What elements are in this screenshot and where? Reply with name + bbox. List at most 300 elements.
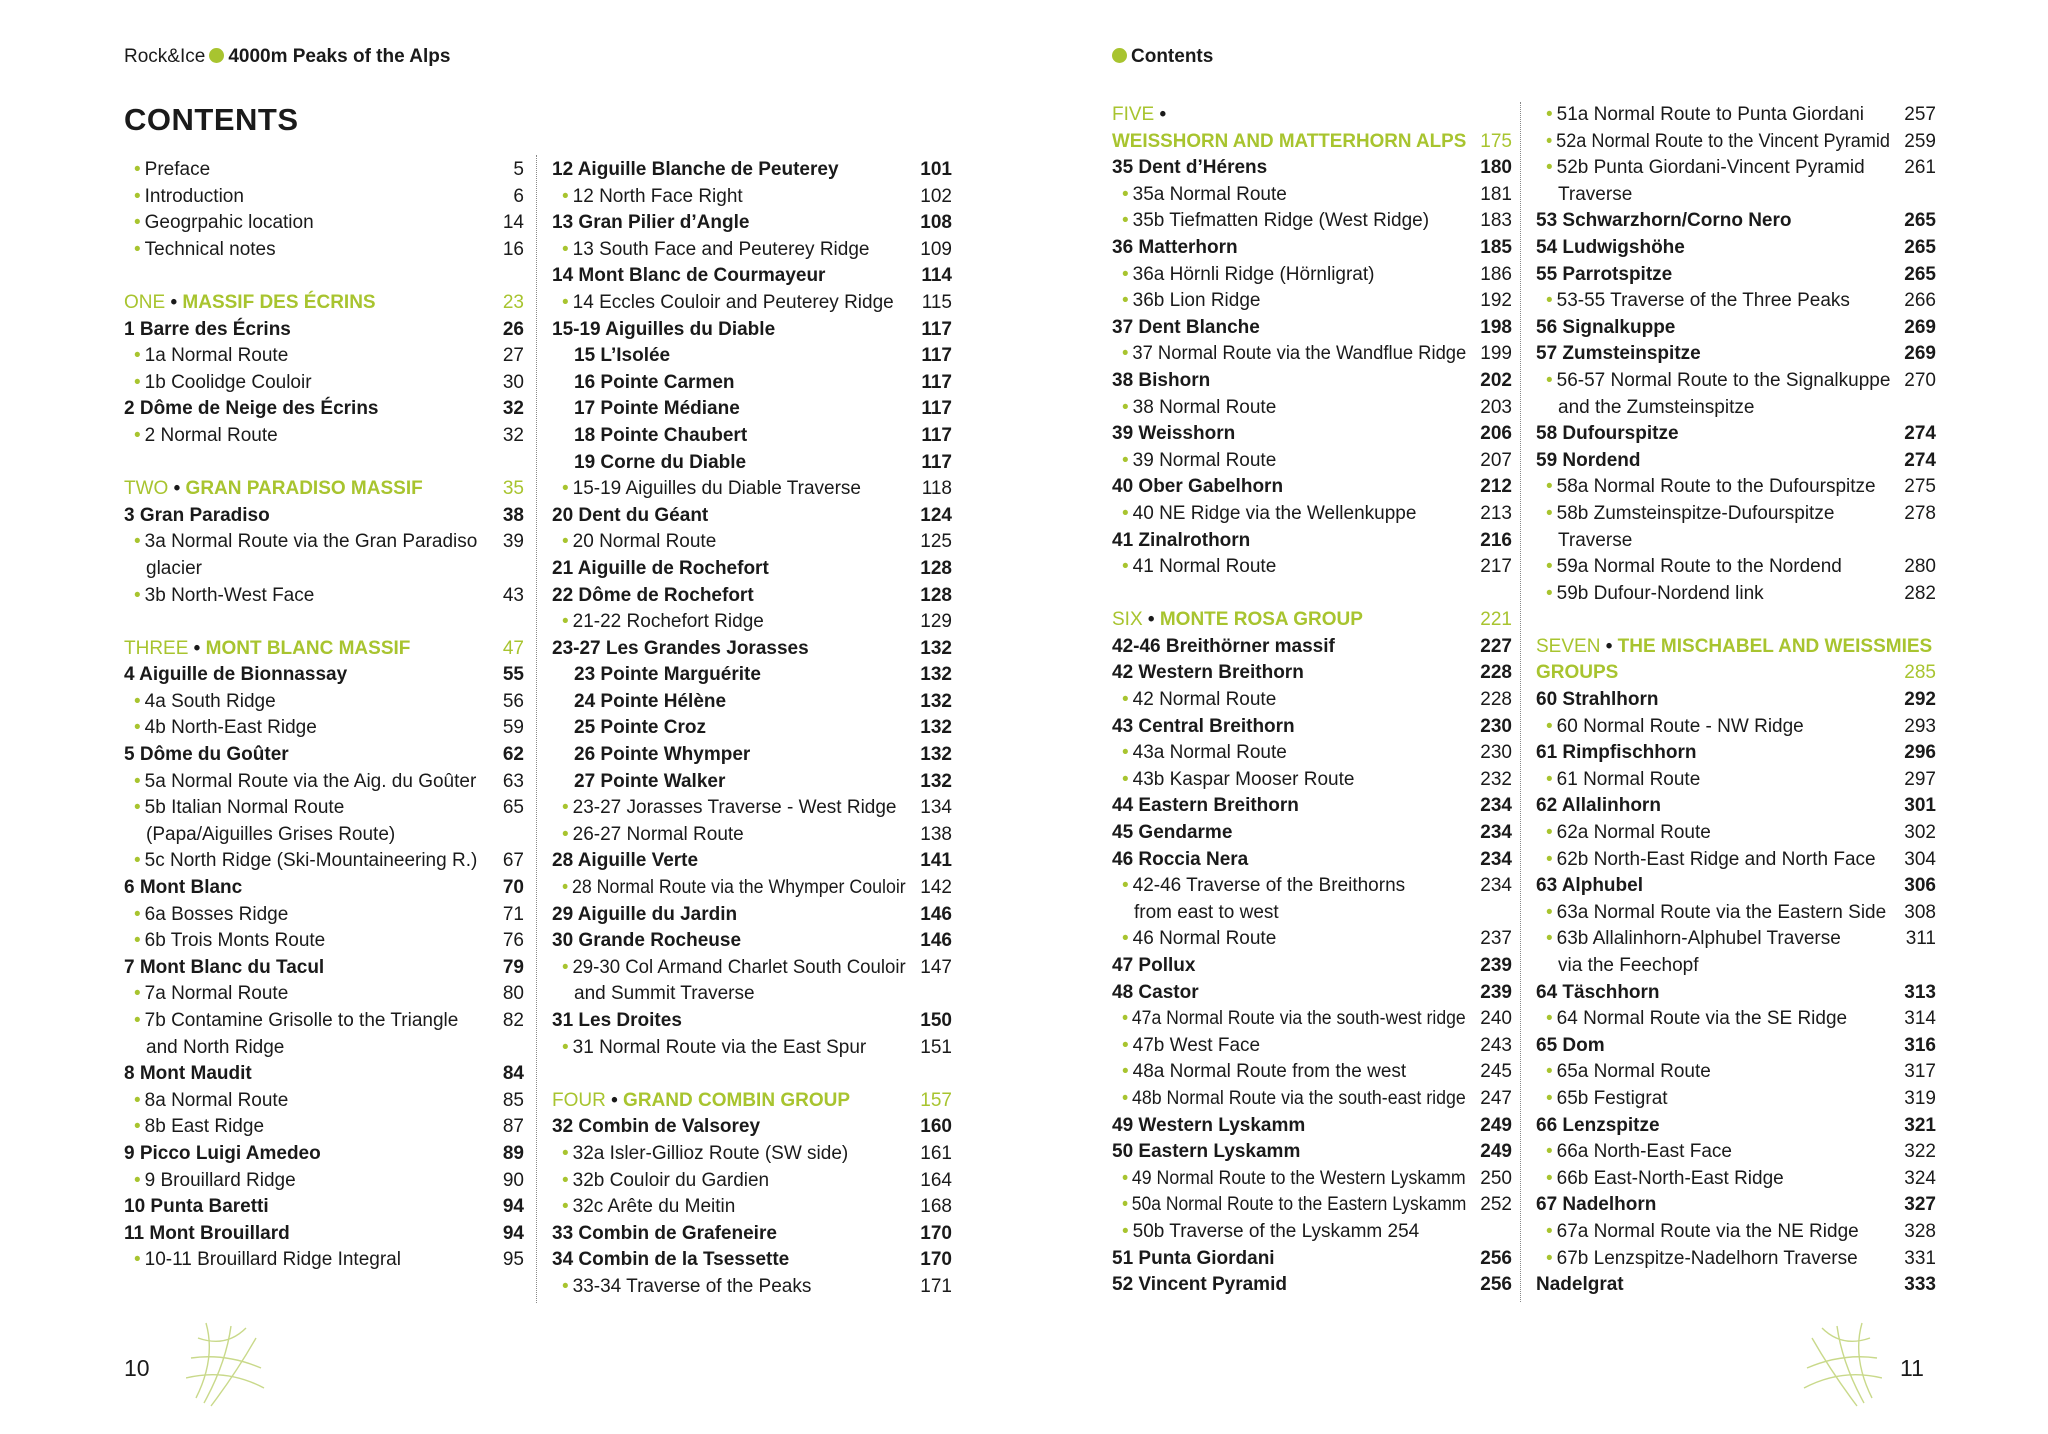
toc-peak-entry xyxy=(552,556,952,583)
toc-entry-title: • 28 Normal Route via the Whymper Couloir xyxy=(562,875,906,902)
toc-section-heading xyxy=(124,290,524,317)
toc-page-number: 70 xyxy=(502,877,524,899)
toc-page-number: 180 xyxy=(1480,157,1512,179)
toc-entry-title: 19 Corne du Diable xyxy=(574,451,747,473)
toc-entry-title xyxy=(124,636,410,663)
toc-peak-entry xyxy=(1112,1113,1512,1140)
toc-entry-title: • 62b North-East Ridge and North Face xyxy=(1546,847,1876,874)
toc-route-entry xyxy=(124,981,524,1008)
toc-entry-title: • 51a Normal Route to Punta Giordani xyxy=(1546,102,1864,129)
toc-entry-title: 26 Pointe Whymper xyxy=(574,744,751,766)
toc-page-number: 278 xyxy=(1904,502,1936,524)
toc-route-entry xyxy=(1112,501,1512,528)
toc-route-entry xyxy=(552,1168,952,1195)
toc-page-number: 261 xyxy=(1904,157,1936,179)
toc-page-number: 79 xyxy=(502,956,524,978)
toc-peak-entry xyxy=(552,928,952,955)
section-name: Contents xyxy=(1131,46,1214,67)
toc-page-number: 234 xyxy=(1480,875,1512,897)
toc-page-number: 16 xyxy=(502,238,524,260)
toc-route-entry xyxy=(1112,1219,1512,1246)
toc-page-number: 259 xyxy=(1904,130,1936,152)
toc-peak-entry xyxy=(552,157,952,184)
section-separator: • xyxy=(1600,635,1618,657)
toc-page-number: 38 xyxy=(502,504,524,526)
toc-page-number: 213 xyxy=(1480,502,1512,524)
toc-peak-entry xyxy=(1536,262,1936,289)
toc-page-number: 115 xyxy=(921,291,952,313)
toc-page-number: 147 xyxy=(920,956,952,978)
toc-peak-entry xyxy=(1536,448,1936,475)
toc-route-entry xyxy=(1112,1059,1512,1086)
running-head-right xyxy=(1112,46,1213,68)
toc-route-entry xyxy=(124,1008,524,1035)
toc-entry-continuation xyxy=(124,556,524,583)
toc-entry-title: • 29-30 Col Armand Charlet South Couloir xyxy=(562,955,906,982)
toc-entry-title: • 38 Normal Route xyxy=(1122,395,1276,422)
toc-entry-title: • 67b Lenzspitze-Nadelhorn Traverse xyxy=(1546,1246,1858,1273)
toc-entry-title: • 7a Normal Route xyxy=(134,981,288,1008)
toc-page-number: 265 xyxy=(1904,263,1936,285)
toc-peak-entry xyxy=(552,1221,952,1248)
section-separator: • xyxy=(168,478,186,500)
toc-page-number: 317 xyxy=(1904,1061,1936,1083)
toc-page-number: 117 xyxy=(921,345,952,367)
toc-page-number: 67 xyxy=(502,850,524,872)
toc-route-entry xyxy=(552,875,952,902)
toc-peak-entry xyxy=(1112,1139,1512,1166)
toc-entry-title: • 26-27 Normal Route xyxy=(562,822,744,849)
toc-entry-title: • 50a Normal Route to the Eastern Lyskamm xyxy=(1122,1192,1466,1219)
toc-entry-title: 12 Aiguille Blanche de Peuterey xyxy=(552,159,839,180)
toc-entry-title: • 5b Italian Normal Route xyxy=(134,795,344,822)
toc-entry-title: • 65b Festigrat xyxy=(1546,1086,1668,1113)
section-number: SIX xyxy=(1112,609,1143,631)
toc-entry-title: • 49 Normal Route to the Western Lyskamm xyxy=(1122,1166,1466,1193)
toc-page-number: 39 xyxy=(502,531,524,553)
toc-page-number: 47 xyxy=(502,637,524,659)
toc-route-entry xyxy=(1536,926,1936,953)
toc-entry-title: • 36b Lion Ridge xyxy=(1122,288,1260,315)
toc-entry-title: • 9 Brouillard Ridge xyxy=(134,1168,296,1195)
toc-entry-title: 38 Bishorn xyxy=(1112,369,1211,391)
toc-peak-entry xyxy=(552,396,952,423)
toc-peak-entry xyxy=(552,1008,952,1035)
toc-entry-title: GROUPS xyxy=(1536,662,1619,684)
toc-section-heading xyxy=(1536,660,1936,687)
toc-entry-title: 58 Dufourspitze xyxy=(1536,423,1679,445)
section-title: GRAN PARADISO MASSIF xyxy=(185,478,423,500)
toc-entry-title: • Preface xyxy=(134,157,210,184)
toc-entry-title: 23-27 Les Grandes Jorasses xyxy=(552,637,809,659)
toc-entry-continuation xyxy=(1536,182,1936,209)
section-separator: • xyxy=(605,1089,624,1111)
toc-entry-title: Nadelgrat xyxy=(1536,1274,1624,1296)
toc-page-number: 80 xyxy=(502,983,524,1005)
toc-route-entry xyxy=(1536,1219,1936,1246)
toc-route-entry xyxy=(1536,1166,1936,1193)
toc-peak-entry xyxy=(552,423,952,450)
toc-entry-title: 18 Pointe Chaubert xyxy=(574,424,748,446)
toc-page-number: 302 xyxy=(1904,822,1936,844)
toc-page-number: 94 xyxy=(502,1222,524,1244)
toc-page-number: 313 xyxy=(1904,981,1936,1003)
toc-page-number: 85 xyxy=(502,1089,524,1111)
toc-page-number: 296 xyxy=(1904,742,1936,764)
toc-entry-title xyxy=(124,290,376,317)
toc-page-number: 270 xyxy=(1904,369,1936,391)
toc-page-number: 228 xyxy=(1480,689,1512,711)
toc-peak-entry xyxy=(124,955,524,982)
toc-page-number: 117 xyxy=(921,398,952,420)
toc-entry-title: • 43b Kaspar Mooser Route xyxy=(1122,767,1354,794)
toc-entry-title: • 1b Coolidge Couloir xyxy=(134,370,312,397)
toc-entry-title: • 61 Normal Route xyxy=(1546,767,1700,794)
toc-route-entry xyxy=(124,343,524,370)
toc-entry-title: • 58b Zumsteinspitze-Dufourspitze xyxy=(1546,501,1834,528)
toc-page-number: 274 xyxy=(1904,423,1936,445)
toc-route-entry xyxy=(124,848,524,875)
toc-page-number: 265 xyxy=(1904,236,1936,258)
toc-page-number: 26 xyxy=(502,318,524,340)
toc-route-entry xyxy=(1536,474,1936,501)
toc-page-number: 199 xyxy=(1480,343,1512,365)
toc-page-number: 102 xyxy=(920,185,952,207)
toc-page-number: 124 xyxy=(920,504,952,526)
toc-route-entry xyxy=(124,157,524,184)
toc-entry-title: 45 Gendarme xyxy=(1112,822,1233,844)
toc-entry-title: • 47a Normal Route via the south-west ridge xyxy=(1122,1006,1466,1033)
toc-peak-entry xyxy=(1112,155,1512,182)
toc-entry-title: 40 Ober Gabelhorn xyxy=(1112,476,1284,498)
toc-entry-title: 60 Strahlhorn xyxy=(1536,689,1659,711)
toc-page-number: 256 xyxy=(1480,1274,1512,1296)
toc-peak-entry xyxy=(552,343,952,370)
toc-peak-entry xyxy=(552,848,952,875)
toc-entry-title: Traverse xyxy=(1558,529,1633,551)
toc-page-number: 125 xyxy=(920,531,952,553)
toc-page-number: 324 xyxy=(1904,1167,1936,1189)
toc-section-heading xyxy=(1112,102,1512,129)
toc-entry-title: 61 Rimpfischhorn xyxy=(1536,742,1697,764)
section-number: SEVEN xyxy=(1536,635,1601,657)
toc-entry-title: via the Feechopf xyxy=(1558,955,1699,976)
toc-entry-title: 24 Pointe Hélène xyxy=(574,690,727,712)
toc-route-entry xyxy=(1112,448,1512,475)
toc-peak-entry xyxy=(1536,687,1936,714)
toc-route-entry xyxy=(1536,155,1936,182)
toc-page-number: 55 xyxy=(502,664,524,686)
toc-page-number: 118 xyxy=(921,478,952,500)
toc-route-entry xyxy=(1112,208,1512,235)
toc-peak-entry xyxy=(124,1141,524,1168)
toc-entry-title: • 33-34 Traverse of the Peaks xyxy=(562,1274,811,1301)
toc-entry-continuation xyxy=(124,822,524,849)
contents-title: CONTENTS xyxy=(124,102,299,137)
toc-entry-title: 44 Eastern Breithorn xyxy=(1112,795,1299,817)
toc-page-number: 280 xyxy=(1904,556,1936,578)
grass-decoration-icon xyxy=(186,1318,266,1408)
toc-route-entry xyxy=(1112,1166,1512,1193)
toc-peak-entry xyxy=(124,317,524,344)
toc-page-number: 132 xyxy=(920,664,952,686)
toc-entry-title xyxy=(552,1088,850,1115)
toc-route-entry xyxy=(1536,581,1936,608)
toc-peak-entry xyxy=(552,503,952,530)
toc-page-number: 56 xyxy=(502,690,524,712)
toc-route-entry xyxy=(124,423,524,450)
toc-route-entry xyxy=(124,1247,524,1274)
toc-entry-title: • 66a North-East Face xyxy=(1546,1139,1732,1166)
toc-page-number: 94 xyxy=(502,1196,524,1218)
toc-entry-title: 42-46 Breithörner massif xyxy=(1112,635,1335,657)
toc-page-number: 132 xyxy=(920,770,952,792)
toc-page-number: 306 xyxy=(1904,875,1936,897)
toc-page-number: 186 xyxy=(1480,263,1512,285)
section-title: MONTE ROSA GROUP xyxy=(1159,609,1363,631)
toc-page-number: 32 xyxy=(502,424,524,446)
toc-page-number: 269 xyxy=(1904,343,1936,365)
toc-route-entry xyxy=(552,237,952,264)
right-page xyxy=(1024,0,2048,1434)
toc-route-entry xyxy=(552,1035,952,1062)
toc-entry-title: • 3b North-West Face xyxy=(134,583,314,610)
toc-entry-title: • Geogrpahic location xyxy=(134,210,314,237)
toc-route-entry xyxy=(124,1168,524,1195)
toc-route-entry xyxy=(1536,129,1936,156)
toc-entry-title: • 58a Normal Route to the Dufourspitze xyxy=(1546,474,1876,501)
toc-entry-title: 22 Dôme de Rochefort xyxy=(552,584,754,606)
toc-page-number: 117 xyxy=(921,424,952,446)
toc-entry-title: • 50b Traverse of the Lyskamm 254 xyxy=(1122,1219,1419,1246)
toc-peak-entry xyxy=(552,902,952,929)
toc-page-number: 257 xyxy=(1904,104,1936,125)
toc-peak-entry xyxy=(1112,421,1512,448)
toc-entry-title: 30 Grande Rocheuse xyxy=(552,930,742,952)
toc-entry-title: • 32b Couloir du Gardien xyxy=(562,1168,769,1195)
toc-entry-title: 10 Punta Baretti xyxy=(124,1196,269,1218)
toc-route-entry xyxy=(1112,1086,1512,1113)
section-title: MONT BLANC MASSIF xyxy=(205,637,411,659)
toc-entry-title: • 35b Tiefmatten Ridge (West Ridge) xyxy=(1122,208,1429,235)
toc-route-entry xyxy=(1536,501,1936,528)
toc-entry-title: 1 Barre des Écrins xyxy=(124,318,291,340)
toc-page-number: 128 xyxy=(920,584,952,606)
toc-entry-title: 15 L’Isolée xyxy=(574,345,671,367)
toc-page-number: 304 xyxy=(1904,848,1936,870)
toc-entry-title: and North Ridge xyxy=(146,1036,285,1058)
toc-peak-entry xyxy=(1112,1246,1512,1273)
toc-entry-title: 50 Eastern Lyskamm xyxy=(1112,1141,1301,1163)
toc-page-number: 316 xyxy=(1904,1034,1936,1056)
toc-page-number: 141 xyxy=(920,850,952,872)
toc-route-entry xyxy=(1112,341,1512,368)
toc-route-entry xyxy=(1112,1192,1512,1219)
toc-page-number: 30 xyxy=(502,371,524,393)
toc-section-heading xyxy=(124,476,524,503)
toc-page-number: 266 xyxy=(1904,290,1936,312)
toc-spacer xyxy=(1536,607,1936,634)
toc-entry-title: 59 Nordend xyxy=(1536,449,1641,471)
toc-page-number: 328 xyxy=(1904,1220,1936,1242)
toc-entry-title: • 42 Normal Route xyxy=(1122,687,1276,714)
toc-page-number: 333 xyxy=(1904,1274,1936,1296)
toc-page-number: 181 xyxy=(1480,183,1512,205)
toc-peak-entry xyxy=(1112,528,1512,555)
toc-page-number: 101 xyxy=(920,159,952,180)
toc-entry-title: and Summit Traverse xyxy=(574,983,755,1005)
toc-entry-title: • 63a Normal Route via the Eastern Side xyxy=(1546,900,1886,927)
toc-page-number: 322 xyxy=(1904,1141,1936,1163)
toc-route-entry xyxy=(552,609,952,636)
toc-entry-title: 51 Punta Giordani xyxy=(1112,1247,1275,1269)
toc-peak-entry xyxy=(552,317,952,344)
toc-page-number: 132 xyxy=(920,744,952,766)
toc-entry-title: • 5a Normal Route via the Aig. du Goûter xyxy=(134,769,476,796)
section-number: FOUR xyxy=(552,1089,606,1111)
toc-peak-entry xyxy=(1112,235,1512,262)
toc-peak-entry xyxy=(1536,421,1936,448)
toc-entry-title: • 13 South Face and Peuterey Ridge xyxy=(562,237,869,264)
toc-page-number: 232 xyxy=(1480,768,1512,790)
toc-route-entry xyxy=(124,1088,524,1115)
toc-entry-title: 65 Dom xyxy=(1536,1034,1605,1056)
book-title: 4000m Peaks of the Alps xyxy=(228,46,451,67)
toc-entry-title: 17 Pointe Médiane xyxy=(574,398,740,420)
toc-page-number: 128 xyxy=(920,557,952,579)
toc-entry-continuation xyxy=(124,1035,524,1062)
toc-route-entry xyxy=(1536,554,1936,581)
section-separator: • xyxy=(188,637,206,659)
toc-entry-title: • 42-46 Traverse of the Breithorns xyxy=(1122,873,1405,900)
toc-entry-title: 57 Zumsteinspitze xyxy=(1536,343,1701,365)
toc-page-number: 183 xyxy=(1480,210,1512,232)
toc-entry-title: • 67a Normal Route via the NE Ridge xyxy=(1546,1219,1859,1246)
toc-page-number: 240 xyxy=(1480,1008,1512,1030)
toc-page-number: 157 xyxy=(920,1089,952,1111)
toc-page-number: 275 xyxy=(1904,476,1936,498)
toc-entry-title: 28 Aiguille Verte xyxy=(552,850,699,872)
toc-entry-title: 4 Aiguille de Bionnassay xyxy=(124,664,348,686)
toc-route-entry xyxy=(1112,262,1512,289)
toc-entry-title: • 7b Contamine Grisolle to the Triangle xyxy=(134,1008,458,1035)
toc-route-entry xyxy=(552,184,952,211)
toc-entry-title: • 36a Hörnli Ridge (Hörnligrat) xyxy=(1122,262,1374,289)
toc-route-entry xyxy=(1536,1006,1936,1033)
toc-page-number: 308 xyxy=(1904,901,1936,923)
toc-route-entry xyxy=(552,529,952,556)
toc-route-entry xyxy=(1112,182,1512,209)
toc-page-number: 160 xyxy=(920,1116,952,1138)
toc-entry-title: • 20 Normal Route xyxy=(562,529,716,556)
page-number-right: 11 xyxy=(1900,1355,1924,1381)
toc-entry-title: • 39 Normal Route xyxy=(1122,448,1276,475)
toc-entry-title: • 4b North-East Ridge xyxy=(134,715,317,742)
toc-route-entry xyxy=(1536,1246,1936,1273)
toc-page-number: 129 xyxy=(920,611,952,633)
toc-entry-title: • 35a Normal Route xyxy=(1122,182,1287,209)
toc-route-entry xyxy=(1112,687,1512,714)
toc-entry-title: • 56-57 Normal Route to the Signalkuppe xyxy=(1546,368,1890,395)
running-head-left xyxy=(124,46,450,68)
toc-page-number: 227 xyxy=(1480,635,1512,657)
toc-entry-title: 64 Täschhorn xyxy=(1536,981,1660,1003)
toc-peak-entry xyxy=(1112,793,1512,820)
toc-peak-entry xyxy=(124,742,524,769)
toc-page-number: 62 xyxy=(502,744,524,766)
section-number: TWO xyxy=(124,478,169,500)
toc-route-entry xyxy=(1536,368,1936,395)
toc-route-entry xyxy=(1112,767,1512,794)
toc-page-number: 32 xyxy=(502,398,524,420)
toc-entry-title: 39 Weisshorn xyxy=(1112,423,1236,445)
toc-peak-entry xyxy=(1536,1272,1936,1299)
toc-page-number: 327 xyxy=(1904,1194,1936,1216)
toc-page-number: 207 xyxy=(1480,449,1512,471)
toc-peak-entry xyxy=(1536,1113,1936,1140)
toc-entry-title: • 66b East-North-East Ridge xyxy=(1546,1166,1784,1193)
toc-entry-title: • 48a Normal Route from the west xyxy=(1122,1059,1406,1086)
toc-page-number: 6 xyxy=(513,185,524,207)
grass-decoration-icon xyxy=(1802,1318,1882,1408)
toc-column-3 xyxy=(1112,102,1512,1299)
toc-section-heading xyxy=(1112,607,1512,634)
toc-column-4 xyxy=(1536,102,1936,1299)
toc-entry-title: • 65a Normal Route xyxy=(1546,1059,1711,1086)
toc-route-entry xyxy=(1112,1033,1512,1060)
toc-page-number: 331 xyxy=(1904,1247,1936,1269)
toc-peak-entry xyxy=(1112,634,1512,661)
toc-peak-entry xyxy=(1536,873,1936,900)
toc-page-number: 95 xyxy=(502,1249,524,1271)
toc-page-number: 192 xyxy=(1480,290,1512,312)
toc-page-number: 5 xyxy=(513,159,524,180)
toc-page-number: 175 xyxy=(1480,130,1512,152)
toc-entry-title xyxy=(1536,634,1932,661)
toc-entry-title: 11 Mont Brouillard xyxy=(124,1222,290,1244)
toc-entry-title: 66 Lenzspitze xyxy=(1536,1114,1660,1136)
toc-peak-entry xyxy=(1536,315,1936,342)
toc-page-number: 243 xyxy=(1480,1034,1512,1056)
toc-peak-entry xyxy=(552,636,952,663)
toc-page-number: 185 xyxy=(1480,236,1512,258)
toc-entry-title: • 52a Normal Route to the Vincent Pyramid xyxy=(1546,129,1890,156)
toc-peak-entry xyxy=(552,742,952,769)
toc-page-number: 249 xyxy=(1480,1114,1512,1136)
toc-page-number: 293 xyxy=(1904,715,1936,737)
toc-page-number: 230 xyxy=(1480,742,1512,764)
toc-entry-title: 21 Aiguille de Rochefort xyxy=(552,557,769,579)
toc-page-number: 14 xyxy=(502,212,524,234)
toc-route-entry xyxy=(552,822,952,849)
toc-peak-entry xyxy=(552,1114,952,1141)
toc-page-number: 117 xyxy=(921,318,952,340)
toc-entry-title: • 3a Normal Route via the Gran Paradiso xyxy=(134,529,477,556)
toc-route-entry xyxy=(1112,926,1512,953)
toc-column-2 xyxy=(552,157,952,1301)
toc-entry-title: 8 Mont Maudit xyxy=(124,1063,252,1085)
toc-page-number: 239 xyxy=(1480,955,1512,976)
toc-peak-entry xyxy=(1112,315,1512,342)
toc-entry-title: • Introduction xyxy=(134,184,244,211)
toc-route-entry xyxy=(124,237,524,264)
toc-page-number: 252 xyxy=(1480,1194,1512,1216)
section-separator: • xyxy=(165,291,183,313)
toc-route-entry xyxy=(552,476,952,503)
toc-peak-entry xyxy=(552,1247,952,1274)
toc-entry-title: 67 Nadelhorn xyxy=(1536,1194,1657,1216)
toc-entry-title: • 2 Normal Route xyxy=(134,423,278,450)
